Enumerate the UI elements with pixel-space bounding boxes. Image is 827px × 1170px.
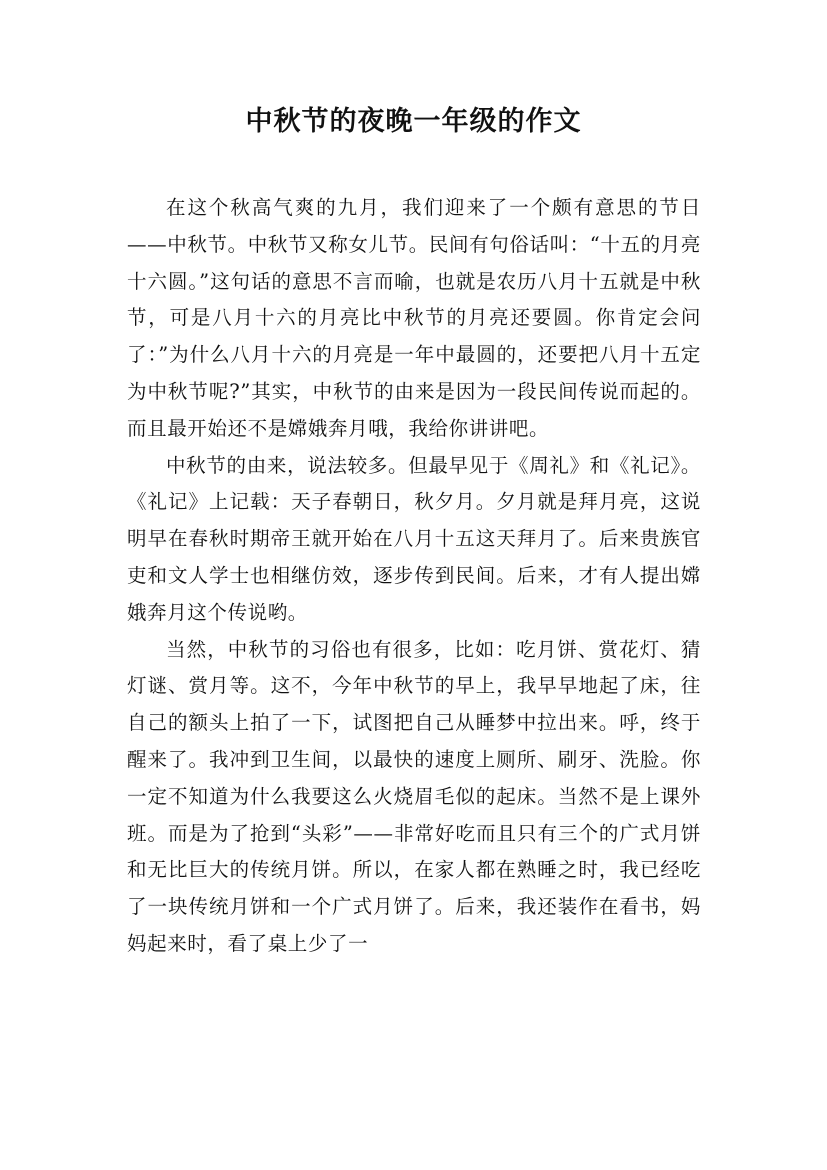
essay-title: 中秋节的夜晚一年级的作文 xyxy=(245,106,582,137)
paragraph-2: 中秋节的由来，说法较多。但最早见于《周礼》和《礼记》。《礼记》上记载：天子春朝日，秋夕月。夕月就是拜月亮，这说明早在春秋时期帝王就开始在八月十五这天拜月了。后来贵族官吏和文人学士也相继仿效，逐步传到民间。后来，才有人提出嫦娥奔月这个传说哟。 xyxy=(127,453,701,624)
paragraph-1: 在这个秋高气爽的九月，我们迎来了一个颇有意思的节日——中秋节。中秋节又称女儿节。民间有句俗话叫：“十五的月亮十六圆。”这句话的意思不言而喻，也就是农历八月十五就是中秋节，可是八月十六的月亮比中秋节的月亮还要圆。你肯定会问了：”为什么八月十六的月亮是一年中最圆的，还要把八月十五定为中秋节呢?”其实，中秋节的由来是因为一段民间传说而起的。而且最开始还不是嫦娥奔月哦，我给你讲讲吧。 xyxy=(127,196,701,440)
paragraph-3: 当然，中秋节的习俗也有很多，比如：吃月饼、赏花灯、猜灯谜、赏月等。这不，今年中秋节的早上，我早早地起了床，往自己的额头上拍了一下，试图把自己从睡梦中拉出来。呼，终于醒来了。我冲到卫生间，以最快的速度上厕所、刷牙、洗脸。你一定不知道为什么我要这么火烧眉毛似的起床。当然不是上课外班。而是为了抢到“头彩”——非常好吃而且只有三个的广式月饼和无比巨大的传统月饼。所以，在家人都在熟睡之时，我已经吃了一块传统月饼和一个广式月饼了。后来，我还装作在看书，妈妈起来时，看了桌上少了一 xyxy=(127,637,701,955)
essay-body xyxy=(127,190,701,963)
